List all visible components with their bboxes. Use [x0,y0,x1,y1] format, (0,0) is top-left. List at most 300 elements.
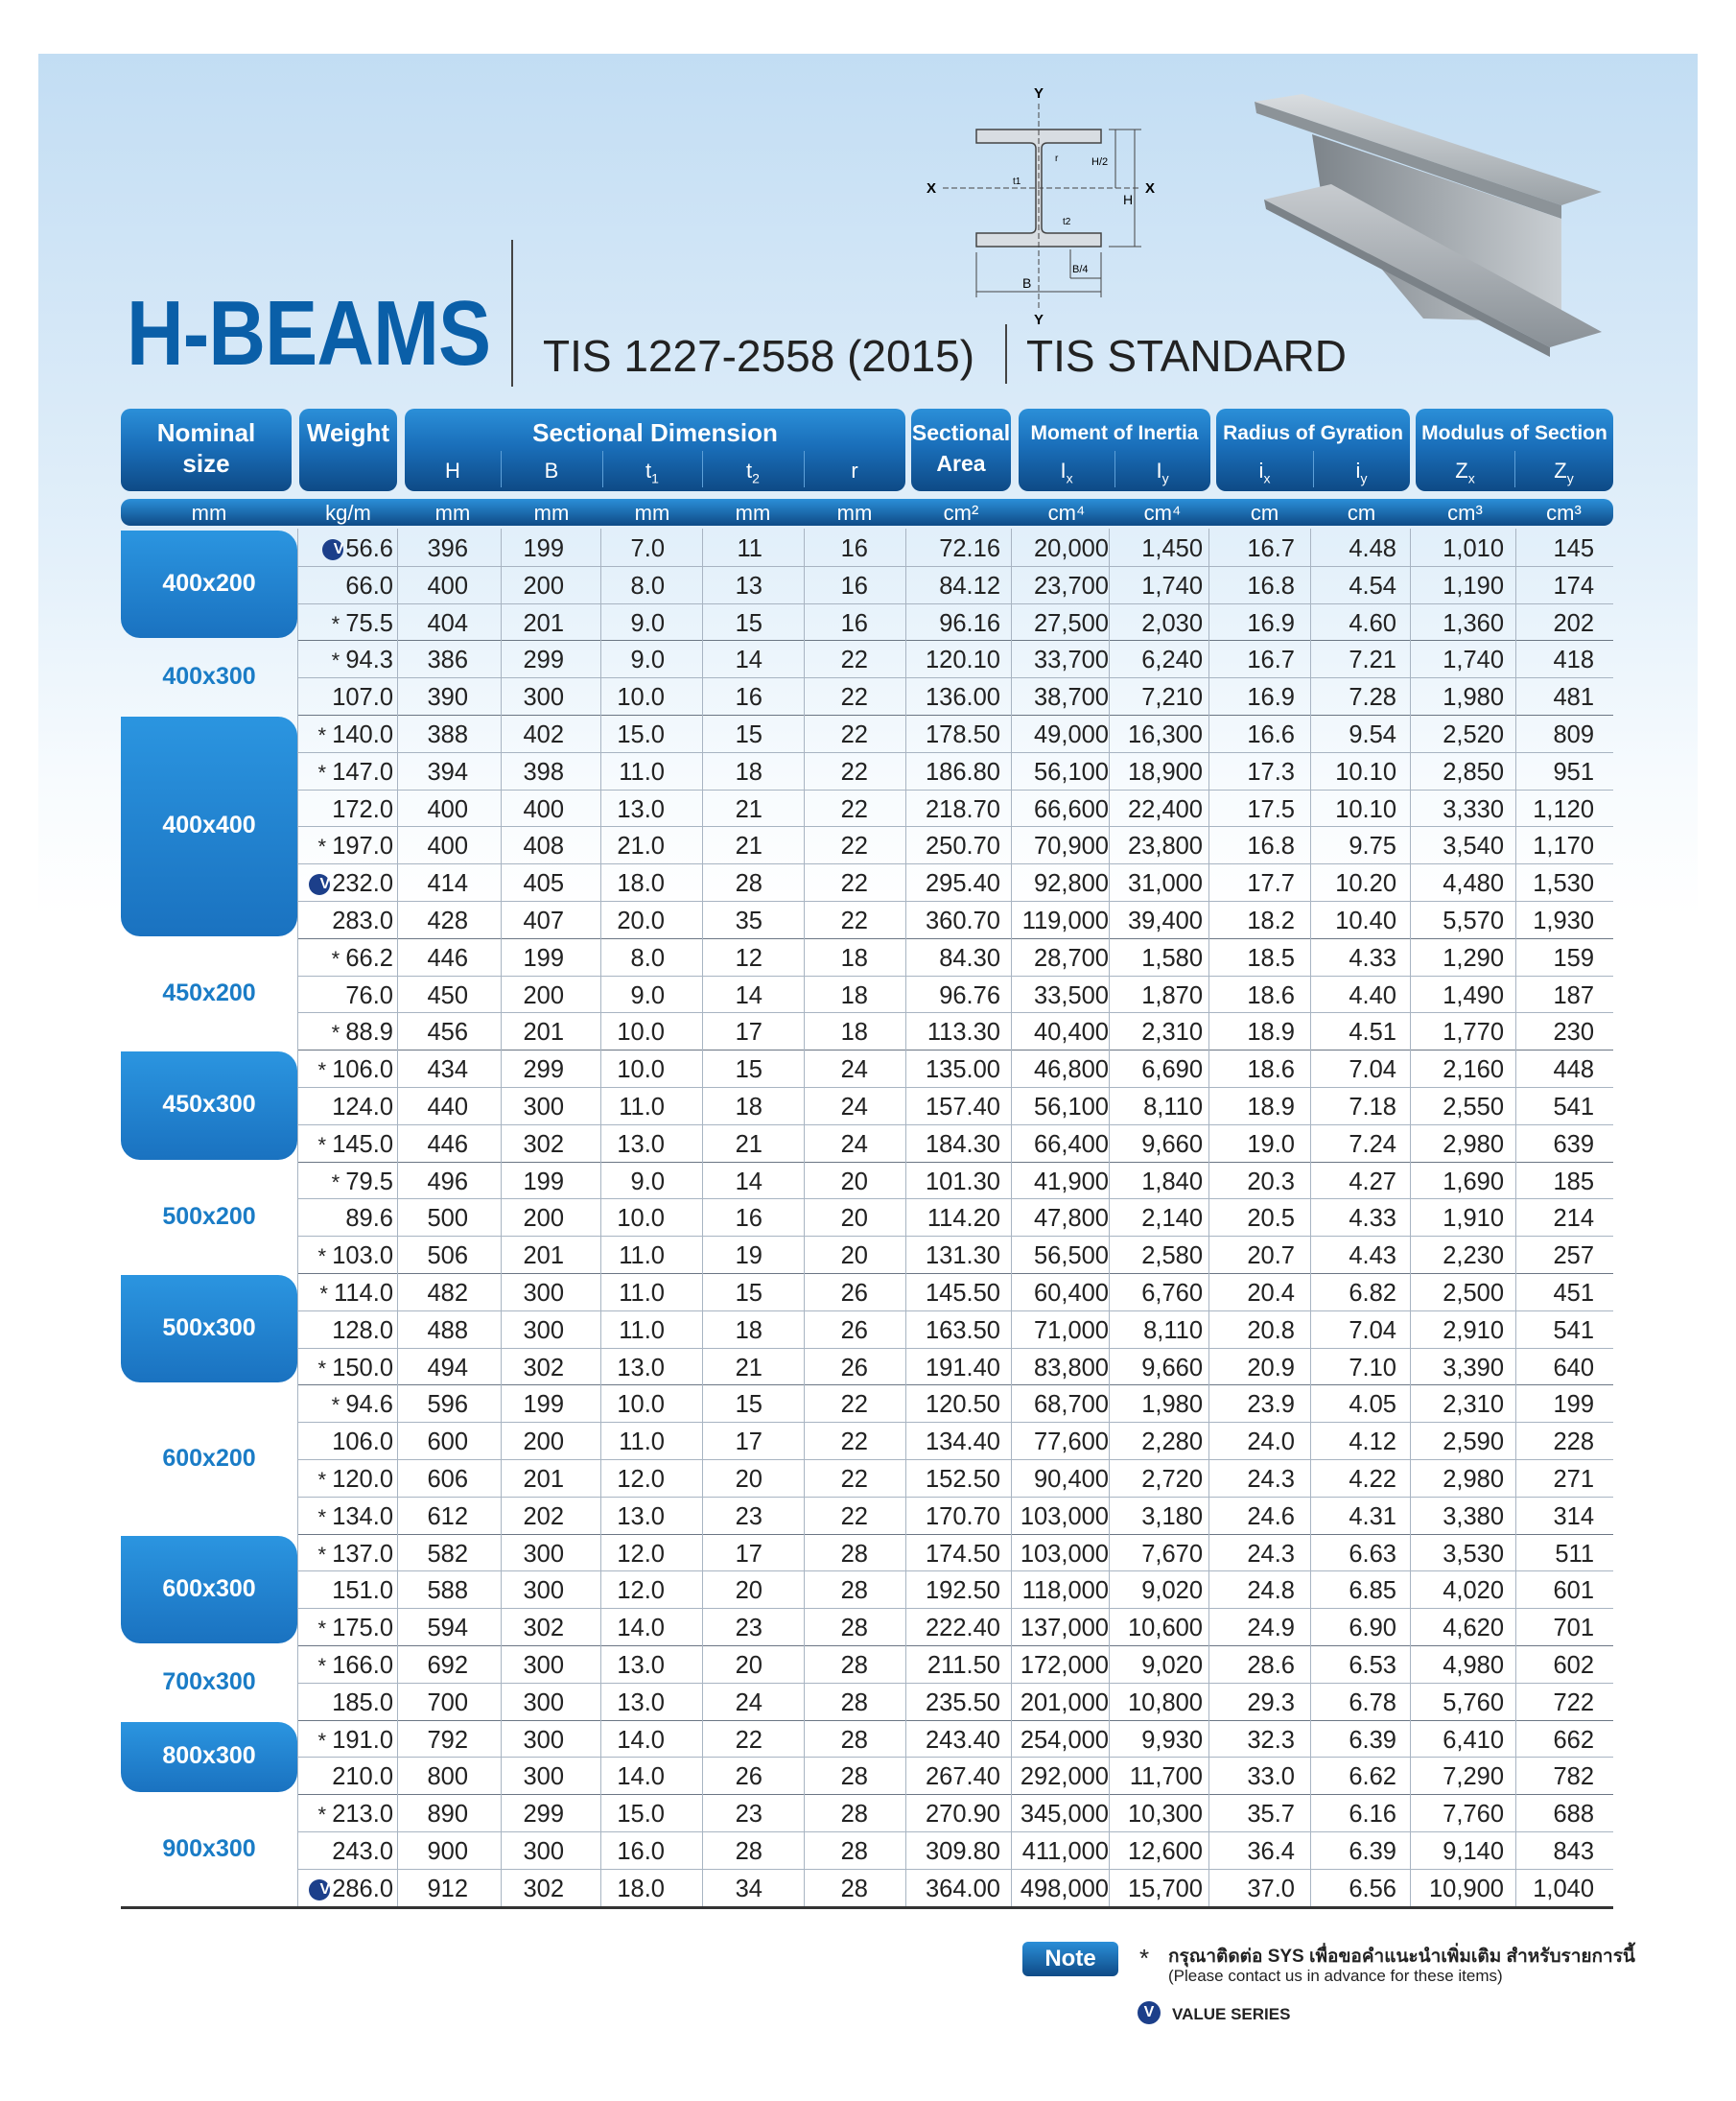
cell-zx: 3,390 [1443,1354,1504,1381]
cell-ix: 411,000 [1021,1838,1109,1865]
table-row [297,603,1613,641]
cell-b: 300 [523,1652,564,1679]
cell-ix: 20,000 [1034,535,1109,562]
cell-zy: 722 [1553,1688,1594,1716]
weight-cell: * 166.0 [317,1652,393,1679]
cell-area: 360.70 [926,908,1000,934]
cell-ix: 20.8 [1247,1316,1295,1344]
cell-ix: 17.7 [1247,870,1295,898]
cell-iy: 6,760 [1141,1280,1203,1307]
diagram-t2: t2 [1063,217,1071,227]
header-Zy: $Z_y$ [1554,459,1574,486]
cell-h: 446 [427,944,468,972]
cell-b: 407 [523,908,564,934]
page-title: H-BEAMS [127,282,491,385]
diagram-h: H [1123,192,1134,207]
cell-h: 450 [427,981,468,1009]
header-H: H [445,459,460,483]
weight-cell: * 79.5 [331,1168,393,1195]
unit-label: cm⁴ [1047,501,1086,525]
cell-t2: 23 [735,1801,762,1829]
cell-r: 22 [840,1466,868,1493]
note-thai-text: กรุณาติดต่อ SYS เพื่อขอคำแนะนำเพิ่มเติม สำหรับรายการนี้ [1168,1947,1635,1967]
cell-iy: 9.75 [1349,833,1396,861]
cell-r: 28 [840,1763,868,1791]
cell-r: 22 [840,647,868,674]
table-row [297,1608,1613,1645]
cell-t2: 21 [735,795,762,823]
units-bar [121,499,1613,526]
weight-cell: * 75.5 [331,609,393,637]
table-row [297,1570,1613,1608]
cell-ix: 23,700 [1034,572,1109,600]
cell-t1: 9.0 [630,981,665,1009]
cell-r: 28 [840,1652,868,1679]
cell-t2: 13 [735,572,762,600]
cell-h: 594 [427,1615,468,1642]
standard-code: TIS 1227-2558 (2015) [543,331,975,381]
cell-zx: 1,740 [1443,647,1504,674]
weight-cell: 106.0 [332,1428,393,1456]
cell-area: 170.70 [926,1502,1000,1530]
cell-area: 96.76 [939,981,1000,1009]
weight-cell: * 88.9 [331,1019,393,1047]
title-separator [511,240,513,387]
cell-ix: 70,900 [1034,833,1109,861]
cell-h: 612 [427,1502,468,1530]
cell-t1: 20.0 [617,908,665,934]
cell-area: 84.30 [939,944,1000,972]
column-divider [702,529,703,1906]
cell-r: 18 [840,1019,868,1047]
cell-h: 606 [427,1466,468,1493]
nominal-size-label: 400x300 [162,663,256,691]
cell-ix: 18.9 [1247,1019,1295,1047]
cell-ix: 23.9 [1247,1391,1295,1419]
cell-t1: 14.0 [617,1726,665,1754]
table-row [297,1273,1613,1310]
cell-zy: 1,170 [1533,833,1594,861]
table-row [297,1236,1613,1273]
cell-iy: 7.18 [1349,1094,1396,1121]
cell-t1: 13.0 [617,1354,665,1381]
weight-cell: 172.0 [332,795,393,823]
cell-h: 792 [427,1726,468,1754]
header-weight-label: Weight [306,418,390,447]
cell-iy: 7,670 [1141,1540,1203,1568]
cell-t1: 16.0 [617,1838,665,1865]
cell-ix: 345,000 [1020,1801,1109,1829]
cell-iy: 9,660 [1141,1130,1203,1158]
cell-ix: 83,800 [1034,1354,1109,1381]
cell-iy: 1,840 [1141,1168,1203,1195]
contact-star-icon: * [331,1393,346,1418]
cell-r: 16 [840,572,868,600]
weight-cell: 66.0 [345,572,393,600]
cell-t2: 17 [735,1428,762,1456]
cell-zx: 3,330 [1443,795,1504,823]
unit-label: mm [836,501,873,525]
cell-iy: 4.33 [1349,944,1396,972]
cell-b: 201 [523,609,564,637]
cell-iy: 4.27 [1349,1168,1396,1195]
table-row [297,1384,1613,1422]
cell-zx: 2,910 [1443,1316,1504,1344]
cell-ix: 17.3 [1247,758,1295,786]
cell-zx: 3,380 [1443,1502,1504,1530]
value-series-icon: V [1138,2001,1161,2024]
standard-separator [1005,324,1007,384]
cell-area: 186.80 [926,758,1000,786]
cell-zy: 1,930 [1533,908,1594,934]
cell-zx: 10,900 [1429,1875,1504,1902]
cell-b: 200 [523,1205,564,1233]
nominal-size-label: 500x300 [162,1314,256,1342]
weight-cell: * 140.0 [317,721,393,748]
cell-t1: 10.0 [617,1019,665,1047]
cell-iy: 2,030 [1141,609,1203,637]
cell-zy: 701 [1553,1615,1594,1642]
cell-r: 28 [840,1688,868,1716]
cell-r: 22 [840,870,868,898]
cell-ix: 16.8 [1247,833,1295,861]
cell-iy: 7.04 [1349,1056,1396,1084]
header-sectional-area [911,409,1011,491]
cell-iy: 6.62 [1349,1763,1396,1791]
cell-t2: 15 [735,721,762,748]
cell-t1: 12.0 [617,1466,665,1493]
cell-ix: 172,000 [1020,1652,1109,1679]
cell-ix: 16.9 [1247,609,1295,637]
table-row [297,1497,1613,1534]
cell-h: 386 [427,647,468,674]
cell-ix: 77,600 [1034,1428,1109,1456]
cell-ix: 40,400 [1034,1019,1109,1047]
cell-zy: 214 [1553,1205,1594,1233]
cell-area: 120.10 [926,647,1000,674]
header-moment-of-inertia [1019,409,1210,491]
cell-ix: 29.3 [1247,1688,1295,1716]
header-r: r [851,459,858,483]
cell-iy: 4.12 [1349,1428,1396,1456]
header-ix: $i_x$ [1258,459,1271,486]
cell-area: 235.50 [926,1688,1000,1716]
table-row [297,1720,1613,1758]
weight-cell: 89.6 [345,1205,393,1233]
cell-t1: 10.0 [617,1391,665,1419]
cell-t2: 15 [735,1056,762,1084]
diagram-b4: B/4 [1072,264,1089,275]
cell-h: 912 [427,1875,468,1902]
cell-t1: 13.0 [617,1652,665,1679]
header-Ix: $I_x$ [1060,459,1073,486]
cell-t1: 13.0 [617,1130,665,1158]
table-bottom-rule [121,1906,1613,1909]
table-row [297,1198,1613,1236]
cell-ix: 103,000 [1020,1540,1109,1568]
weight-cell: * 137.0 [317,1540,393,1568]
cell-t2: 35 [735,908,762,934]
cell-iy: 4.40 [1349,981,1396,1009]
diagram-h2: H/2 [1091,156,1109,168]
cell-iy: 22,400 [1128,795,1203,823]
cell-ix: 20.7 [1247,1242,1295,1270]
cell-t2: 12 [735,944,762,972]
cell-b: 202 [523,1502,564,1530]
column-divider [1310,529,1311,1906]
cell-ix: 16.6 [1247,721,1295,748]
cell-ix: 28.6 [1247,1652,1295,1679]
header-inertia-label: Moment of Inertia [1030,422,1199,444]
cell-t2: 24 [735,1688,762,1716]
cell-ix: 24.6 [1247,1502,1295,1530]
table-row [297,1757,1613,1794]
cell-r: 22 [840,795,868,823]
cell-ix: 18.9 [1247,1094,1295,1121]
table-row [297,640,1613,677]
cell-t2: 28 [735,870,762,898]
cell-area: 178.50 [926,721,1000,748]
cell-iy: 7,210 [1141,684,1203,712]
cell-iy: 10.40 [1335,908,1396,934]
cell-area: 134.40 [926,1428,1000,1456]
cell-t1: 11.0 [619,1094,665,1121]
weight-cell: * 175.0 [317,1615,393,1642]
cell-h: 388 [427,721,468,748]
table-row [297,1683,1613,1720]
cell-r: 22 [840,1428,868,1456]
cell-ix: 254,000 [1020,1726,1109,1754]
cell-ix: 41,900 [1034,1168,1109,1195]
cell-zy: 202 [1553,609,1594,637]
cell-ix: 49,000 [1034,721,1109,748]
cell-zx: 4,620 [1443,1615,1504,1642]
unit-label: kg/m [325,501,371,525]
header-modulus-of-section [1416,409,1613,491]
cell-b: 300 [523,1688,564,1716]
column-divider [1208,529,1209,1906]
unit-label: cm⁴ [1143,501,1182,525]
cell-zx: 4,020 [1443,1577,1504,1605]
cell-zx: 1,980 [1443,684,1504,712]
cell-iy: 10,300 [1128,1801,1203,1829]
header-Iy: $I_y$ [1156,459,1169,486]
cell-r: 18 [840,981,868,1009]
weight-cell: V56.6 [301,535,393,563]
cell-t1: 12.0 [617,1540,665,1568]
column-divider [1515,529,1516,1906]
cell-ix: 32.3 [1247,1726,1295,1754]
cell-iy: 7.28 [1349,684,1396,712]
cell-iy: 1,980 [1141,1391,1203,1419]
nominal-size-label: 400x400 [162,812,256,839]
table-row [297,1422,1613,1459]
cell-ix: 35.7 [1247,1801,1295,1829]
diagram-y-bottom: Y [1034,312,1044,324]
cell-zx: 1,690 [1443,1168,1504,1195]
cell-iy: 2,310 [1141,1019,1203,1047]
weight-cell: * 114.0 [319,1280,393,1307]
contact-star-icon: * [317,1244,333,1269]
cell-r: 22 [840,1502,868,1530]
cell-area: 174.50 [926,1540,1000,1568]
cell-t2: 19 [735,1242,762,1270]
cell-area: 191.40 [926,1354,1000,1381]
cell-t1: 14.0 [617,1763,665,1791]
cell-iy: 1,870 [1141,981,1203,1009]
cell-area: 101.30 [926,1168,1000,1195]
cell-b: 200 [523,1428,564,1456]
cell-iy: 9,020 [1141,1577,1203,1605]
cell-r: 22 [840,908,868,934]
cell-ix: 20.3 [1247,1168,1295,1195]
cell-h: 494 [427,1354,468,1381]
cell-b: 405 [523,870,564,898]
header-t2: $t_2$ [746,459,760,486]
weight-cell: 210.0 [332,1763,393,1791]
cell-iy: 9,930 [1141,1726,1203,1754]
unit-label: mm [634,501,670,525]
table-row [297,1310,1613,1348]
nominal-size-label: 800x300 [162,1742,256,1770]
weight-cell: * 120.0 [317,1466,393,1493]
cell-ix: 16.9 [1247,684,1295,712]
cell-zy: 481 [1553,684,1594,712]
cell-ix: 46,800 [1034,1056,1109,1084]
cell-t2: 21 [735,1354,762,1381]
unit-label: mm [533,501,570,525]
cell-iy: 6.39 [1349,1838,1396,1865]
cell-t1: 10.0 [617,1056,665,1084]
cell-r: 26 [840,1280,868,1307]
nominal-size-label: 450x300 [162,1091,256,1119]
cell-t1: 8.0 [630,572,665,600]
cell-ix: 56,500 [1034,1242,1109,1270]
cell-ix: 60,400 [1034,1280,1109,1307]
cell-ix: 24.9 [1247,1615,1295,1642]
contact-star-icon: * [317,1058,333,1083]
cell-r: 26 [840,1316,868,1344]
cell-b: 201 [523,1466,564,1493]
cell-h: 456 [427,1019,468,1047]
unit-label: mm [434,501,471,525]
cell-zx: 3,530 [1443,1540,1504,1568]
cell-t1: 9.0 [630,647,665,674]
cell-ix: 20.4 [1247,1280,1295,1307]
header-gyration-label: Radius of Gyration [1223,422,1403,444]
cell-b: 201 [523,1242,564,1270]
cell-iy: 6.90 [1349,1615,1396,1642]
cell-b: 300 [523,1726,564,1754]
cell-h: 482 [427,1280,468,1307]
cell-b: 402 [523,721,564,748]
cell-area: 218.70 [926,795,1000,823]
weight-cell: 283.0 [332,908,393,934]
contact-star-icon: * [317,1504,333,1529]
contact-star-icon: * [317,1132,333,1157]
cell-r: 28 [840,1875,868,1902]
cell-b: 300 [523,1540,564,1568]
header-nominal-line2: size [182,449,230,478]
cell-zy: 640 [1553,1354,1594,1381]
cell-area: 152.50 [926,1466,1000,1493]
cell-area: 157.40 [926,1094,1000,1121]
contact-star-icon: * [319,1282,335,1306]
cell-t1: 12.0 [617,1577,665,1605]
cell-r: 16 [840,609,868,637]
cell-t1: 8.0 [630,944,665,972]
unit-label: cm [1347,501,1376,525]
cell-ix: 56,100 [1034,758,1109,786]
cell-area: 135.00 [926,1056,1000,1084]
weight-cell: * 145.0 [317,1130,393,1158]
cell-t1: 11.0 [619,1316,665,1344]
cell-zy: 187 [1553,981,1594,1009]
cell-b: 408 [523,833,564,861]
cell-h: 596 [427,1391,468,1419]
cell-r: 22 [840,1391,868,1419]
cell-h: 390 [427,684,468,712]
cell-b: 299 [523,1056,564,1084]
cell-ix: 24.3 [1247,1466,1295,1493]
header-nominal-line1: Nominal [156,418,256,447]
weight-cell: * 134.0 [317,1502,393,1530]
weight-cell: * 66.2 [331,944,393,972]
table-row [297,901,1613,938]
contact-star-icon: * [317,1356,333,1381]
cell-ix: 20.5 [1247,1205,1295,1233]
cell-h: 404 [427,609,468,637]
cell-ix: 19.0 [1247,1130,1295,1158]
cell-b: 200 [523,981,564,1009]
contact-star-icon: * [331,946,346,971]
cell-t2: 14 [735,1168,762,1195]
cell-t2: 18 [735,1094,762,1121]
cell-zx: 4,980 [1443,1652,1504,1679]
cell-b: 199 [523,1391,564,1419]
header-t1: $t_1$ [645,459,659,486]
cell-zy: 601 [1553,1577,1594,1605]
cell-iy: 6.56 [1349,1875,1396,1902]
contact-star-icon: * [331,611,346,636]
cell-zx: 7,290 [1443,1763,1504,1791]
cell-iy: 4.05 [1349,1391,1396,1419]
cell-ix: 18.6 [1247,1056,1295,1084]
cell-zy: 541 [1553,1094,1594,1121]
cell-b: 299 [523,1801,564,1829]
cell-b: 199 [523,535,564,562]
cell-iy: 7.21 [1349,647,1396,674]
cell-zy: 951 [1553,758,1594,786]
cell-ix: 18.6 [1247,981,1295,1009]
cell-zy: 228 [1553,1428,1594,1456]
cell-ix: 33,700 [1034,647,1109,674]
cell-h: 496 [427,1168,468,1195]
cell-h: 500 [427,1205,468,1233]
cell-t2: 26 [735,1763,762,1791]
cell-iy: 2,140 [1141,1205,1203,1233]
cell-t1: 7.0 [630,535,665,562]
cell-t1: 14.0 [617,1615,665,1642]
table-row [297,863,1613,901]
cell-iy: 4.48 [1349,535,1396,562]
cell-ix: 33,500 [1034,981,1109,1009]
cell-iy: 4.43 [1349,1242,1396,1270]
weight-cell: 185.0 [332,1688,393,1716]
cell-r: 28 [840,1838,868,1865]
cell-b: 300 [523,1763,564,1791]
cell-t1: 15.0 [617,721,665,748]
